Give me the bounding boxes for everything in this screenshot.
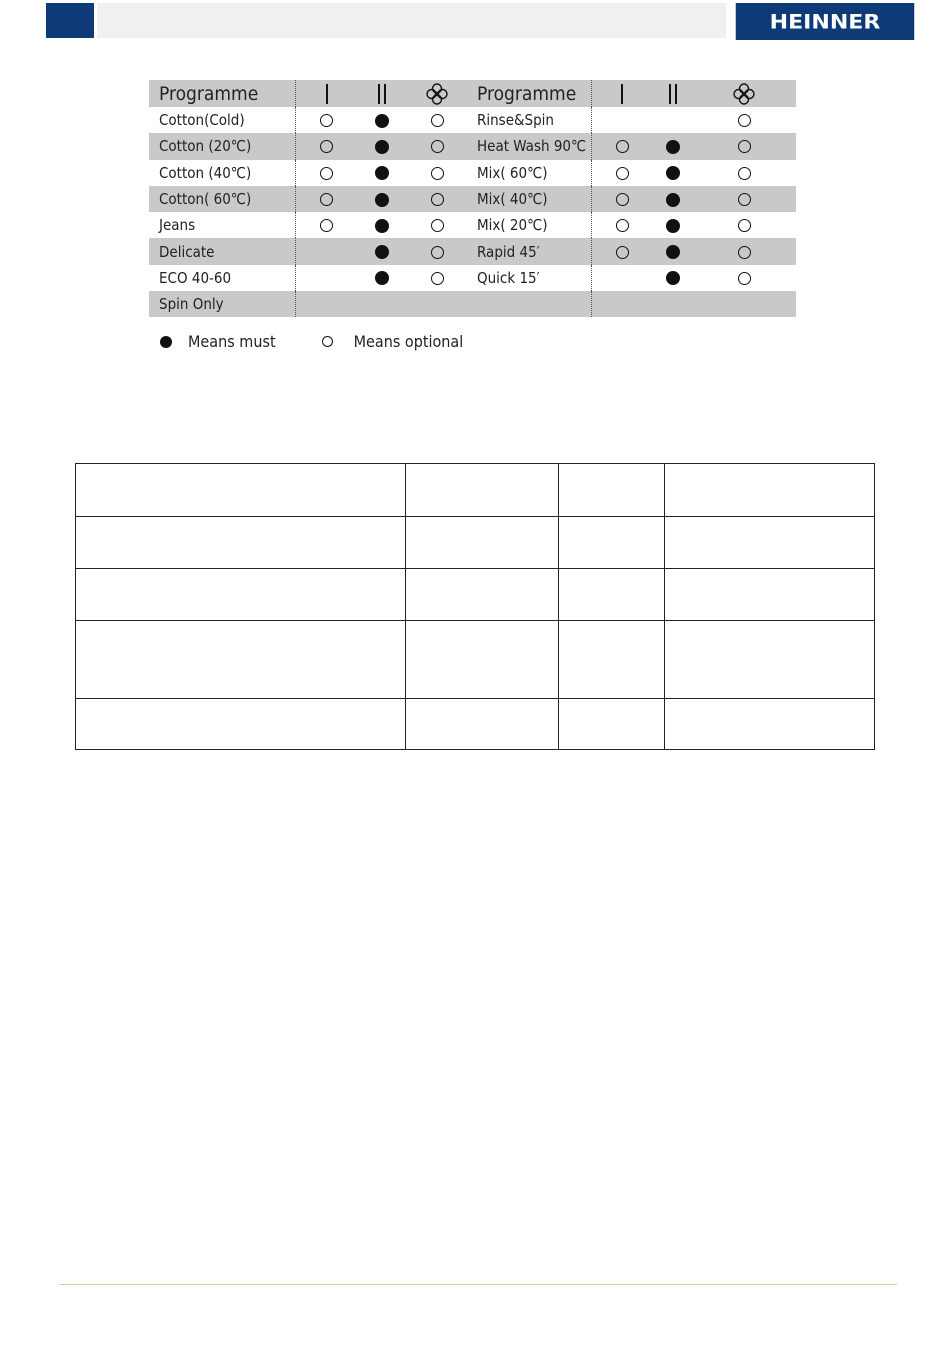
right-c3-cell	[692, 265, 796, 291]
open-circle-icon	[431, 219, 444, 232]
programme-name-right: Mix( 40℃)	[468, 186, 591, 212]
left-c1-cell	[295, 212, 358, 238]
left-c2-cell	[358, 107, 406, 133]
left-c1-cell	[295, 238, 358, 264]
table-row	[149, 265, 796, 291]
right-c3-cell	[692, 238, 796, 264]
programme-name-left: Cotton(Cold)	[149, 107, 295, 133]
brand-name: HEINNER	[769, 10, 881, 33]
filled-dot-icon	[666, 219, 680, 233]
table-row	[149, 291, 796, 317]
programme-name-left: Jeans	[149, 212, 295, 238]
right-c1-cell	[591, 186, 653, 212]
heinner-logo	[736, 3, 915, 40]
open-circle-icon	[738, 193, 751, 206]
table-row	[149, 238, 796, 264]
legend-must-label: Means must	[188, 332, 276, 351]
main-wash-icon	[358, 80, 406, 107]
programme-name-right: Mix( 60℃)	[468, 160, 591, 186]
open-circle-icon	[738, 114, 751, 127]
open-circle-icon	[738, 167, 751, 180]
filled-dot-icon	[375, 219, 389, 233]
left-c3-cell	[406, 291, 468, 317]
open-circle-icon	[320, 167, 333, 180]
filled-dot-icon	[375, 114, 389, 128]
left-c3-cell	[406, 107, 468, 133]
filled-dot-icon	[375, 271, 389, 285]
right-c2-cell	[653, 160, 692, 186]
right-c2-cell	[653, 291, 692, 317]
programme-name-right: Rapid 45′	[468, 238, 591, 264]
programme-name-left: Spin Only	[149, 291, 295, 317]
right-c1-cell	[591, 133, 653, 159]
right-c3-cell	[692, 160, 796, 186]
left-c3-cell	[406, 265, 468, 291]
programme-name-right: Rinse&Spin	[468, 107, 591, 133]
right-c1-cell	[591, 160, 653, 186]
open-circle-icon	[616, 193, 629, 206]
grid-column-divider	[664, 464, 665, 749]
header-accent-block	[46, 3, 94, 38]
left-c3-cell	[406, 212, 468, 238]
grid-row-divider	[76, 568, 874, 569]
open-circle-icon	[322, 336, 333, 347]
grid-row-divider	[76, 516, 874, 517]
filled-dot-icon	[160, 336, 172, 348]
right-c2-cell	[653, 212, 692, 238]
left-c2-cell	[358, 160, 406, 186]
left-c2-cell	[358, 265, 406, 291]
open-circle-icon	[431, 246, 444, 259]
right-c2-cell	[653, 265, 692, 291]
open-circle-icon	[616, 246, 629, 259]
open-circle-icon	[738, 219, 751, 232]
main-wash-icon	[653, 80, 692, 107]
open-circle-icon	[616, 140, 629, 153]
left-c3-cell	[406, 133, 468, 159]
right-c2-cell	[653, 238, 692, 264]
symbol-legend	[160, 332, 463, 351]
left-c2-cell	[358, 238, 406, 264]
right-c2-cell	[653, 133, 692, 159]
left-c1-cell	[295, 291, 358, 317]
empty-grid-table	[75, 463, 875, 750]
header-bar	[97, 3, 726, 38]
right-c3-cell	[692, 186, 796, 212]
open-circle-icon	[738, 246, 751, 259]
legend-optional	[322, 332, 464, 351]
open-circle-icon	[431, 193, 444, 206]
right-c1-cell	[591, 265, 653, 291]
table-header-row	[149, 80, 796, 107]
legend-must	[160, 332, 276, 351]
prewash-icon	[591, 80, 653, 107]
left-c3-cell	[406, 186, 468, 212]
right-c2-cell	[653, 107, 692, 133]
filled-dot-icon	[375, 140, 389, 154]
left-c2-cell	[358, 291, 406, 317]
open-circle-icon	[738, 140, 751, 153]
open-circle-icon	[738, 272, 751, 285]
left-c1-cell	[295, 186, 358, 212]
softener-flower-icon	[406, 80, 468, 107]
grid-column-divider	[405, 464, 406, 749]
programme-name-right	[468, 291, 591, 317]
filled-dot-icon	[666, 193, 680, 207]
softener-flower-icon	[692, 80, 796, 107]
programme-header-left: Programme	[149, 80, 295, 107]
right-c1-cell	[591, 238, 653, 264]
table-row	[149, 212, 796, 238]
filled-dot-icon	[666, 140, 680, 154]
open-circle-icon	[616, 167, 629, 180]
right-c3-cell	[692, 212, 796, 238]
programme-header-right: Programme	[468, 80, 591, 107]
open-circle-icon	[431, 140, 444, 153]
left-c3-cell	[406, 160, 468, 186]
programme-detergent-table	[149, 80, 796, 317]
table-row	[149, 186, 796, 212]
grid-row-divider	[76, 698, 874, 699]
left-c1-cell	[295, 265, 358, 291]
programme-name-right: Quick 15′	[468, 265, 591, 291]
right-c2-cell	[653, 186, 692, 212]
right-c1-cell	[591, 291, 653, 317]
programme-name-left: Cotton (20℃)	[149, 133, 295, 159]
filled-dot-icon	[666, 245, 680, 259]
open-circle-icon	[431, 272, 444, 285]
programme-name-left: Delicate	[149, 238, 295, 264]
grid-row-divider	[76, 620, 874, 621]
open-circle-icon	[616, 219, 629, 232]
legend-optional-label: Means optional	[353, 332, 464, 351]
left-c2-cell	[358, 186, 406, 212]
left-c1-cell	[295, 133, 358, 159]
table-row	[149, 160, 796, 186]
programme-name-left: Cotton (40℃)	[149, 160, 295, 186]
programme-name-right: Heat Wash 90℃	[468, 133, 591, 159]
open-circle-icon	[320, 140, 333, 153]
left-c2-cell	[358, 133, 406, 159]
right-c3-cell	[692, 133, 796, 159]
open-circle-icon	[320, 114, 333, 127]
right-c1-cell	[591, 212, 653, 238]
filled-dot-icon	[375, 245, 389, 259]
filled-dot-icon	[375, 166, 389, 180]
programme-name-left: ECO 40-60	[149, 265, 295, 291]
open-circle-icon	[431, 167, 444, 180]
open-circle-icon	[431, 114, 444, 127]
programme-name-left: Cotton( 60℃)	[149, 186, 295, 212]
right-c3-cell	[692, 291, 796, 317]
left-c1-cell	[295, 160, 358, 186]
prewash-icon	[295, 80, 358, 107]
programme-name-right: Mix( 20℃)	[468, 212, 591, 238]
left-c3-cell	[406, 238, 468, 264]
grid-column-divider	[558, 464, 559, 749]
open-circle-icon	[320, 219, 333, 232]
open-circle-icon	[320, 193, 333, 206]
right-c1-cell	[591, 107, 653, 133]
filled-dot-icon	[666, 271, 680, 285]
table-row	[149, 133, 796, 159]
left-c1-cell	[295, 107, 358, 133]
filled-dot-icon	[375, 193, 389, 207]
footer-rule	[59, 1284, 897, 1285]
filled-dot-icon	[666, 166, 680, 180]
right-c3-cell	[692, 107, 796, 133]
left-c2-cell	[358, 212, 406, 238]
table-row	[149, 107, 796, 133]
